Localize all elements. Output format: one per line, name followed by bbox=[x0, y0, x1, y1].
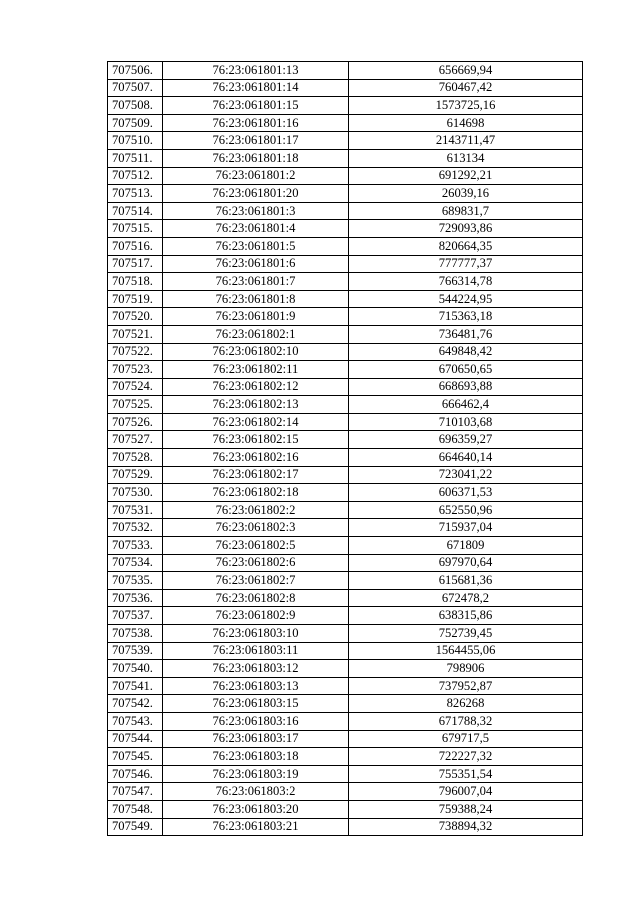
table-row bbox=[108, 501, 583, 519]
row-number-cell: 707546. bbox=[108, 765, 163, 783]
row-number-cell: 707521. bbox=[108, 325, 163, 343]
row-number-cell: 707519. bbox=[108, 290, 163, 308]
cadastral-value-cell: 759388,24 bbox=[349, 800, 583, 818]
cadastral-value-cell: 696359,27 bbox=[349, 431, 583, 449]
cadastral-value-cell: 671788,32 bbox=[349, 712, 583, 730]
row-number-cell: 707524. bbox=[108, 378, 163, 396]
cadastral-number-cell: 76:23:061802:18 bbox=[163, 484, 349, 502]
row-number-cell: 707535. bbox=[108, 572, 163, 590]
cadastral-value-cell: 736481,76 bbox=[349, 325, 583, 343]
cadastral-value-cell: 671809 bbox=[349, 537, 583, 555]
cadastral-number-cell: 76:23:061801:13 bbox=[163, 62, 349, 80]
cadastral-number-cell: 76:23:061802:16 bbox=[163, 449, 349, 467]
table-row bbox=[108, 554, 583, 572]
cadastral-value-cell: 689831,7 bbox=[349, 202, 583, 220]
cadastral-number-cell: 76:23:061803:20 bbox=[163, 800, 349, 818]
row-number-cell: 707534. bbox=[108, 554, 163, 572]
table-row bbox=[108, 325, 583, 343]
cadastral-number-cell: 76:23:061802:7 bbox=[163, 572, 349, 590]
table-row bbox=[108, 607, 583, 625]
cadastral-number-cell: 76:23:061802:17 bbox=[163, 466, 349, 484]
row-number-cell: 707510. bbox=[108, 132, 163, 150]
row-number-cell: 707509. bbox=[108, 114, 163, 132]
row-number-cell: 707541. bbox=[108, 677, 163, 695]
cadastral-value-cell: 752739,45 bbox=[349, 625, 583, 643]
cadastral-value-cell: 679717,5 bbox=[349, 730, 583, 748]
row-number-cell: 707543. bbox=[108, 712, 163, 730]
table-row bbox=[108, 695, 583, 713]
table-row bbox=[108, 660, 583, 678]
cadastral-value-cell: 638315,86 bbox=[349, 607, 583, 625]
cadastral-number-cell: 76:23:061803:16 bbox=[163, 712, 349, 730]
cadastral-value-cell: 723041,22 bbox=[349, 466, 583, 484]
table-row bbox=[108, 290, 583, 308]
cadastral-number-cell: 76:23:061803:11 bbox=[163, 642, 349, 660]
cadastral-value-cell: 652550,96 bbox=[349, 501, 583, 519]
cadastral-number-cell: 76:23:061801:8 bbox=[163, 290, 349, 308]
cadastral-number-cell: 76:23:061802:12 bbox=[163, 378, 349, 396]
cadastral-value-cell: 760467,42 bbox=[349, 79, 583, 97]
row-number-cell: 707514. bbox=[108, 202, 163, 220]
table-row bbox=[108, 361, 583, 379]
cadastral-number-cell: 76:23:061801:18 bbox=[163, 149, 349, 167]
cadastral-value-cell: 606371,53 bbox=[349, 484, 583, 502]
cadastral-value-cell: 666462,4 bbox=[349, 396, 583, 414]
table-row bbox=[108, 765, 583, 783]
table-row bbox=[108, 572, 583, 590]
table-row bbox=[108, 537, 583, 555]
table-row bbox=[108, 62, 583, 80]
cadastral-value-cell: 615681,36 bbox=[349, 572, 583, 590]
row-number-cell: 707527. bbox=[108, 431, 163, 449]
cadastral-value-cell: 614698 bbox=[349, 114, 583, 132]
table-row bbox=[108, 466, 583, 484]
cadastral-number-cell: 76:23:061803:2 bbox=[163, 783, 349, 801]
table-row bbox=[108, 642, 583, 660]
cadastral-number-cell: 76:23:061802:9 bbox=[163, 607, 349, 625]
cadastral-number-cell: 76:23:061801:20 bbox=[163, 185, 349, 203]
cadastral-value-cell: 664640,14 bbox=[349, 449, 583, 467]
table-row bbox=[108, 255, 583, 273]
cadastral-value-cell: 544224,95 bbox=[349, 290, 583, 308]
row-number-cell: 707528. bbox=[108, 449, 163, 467]
row-number-cell: 707531. bbox=[108, 501, 163, 519]
table-row bbox=[108, 220, 583, 238]
row-number-cell: 707545. bbox=[108, 748, 163, 766]
cadastral-value-cell: 2143711,47 bbox=[349, 132, 583, 150]
cadastral-number-cell: 76:23:061801:9 bbox=[163, 308, 349, 326]
table-row bbox=[108, 589, 583, 607]
table-row bbox=[108, 167, 583, 185]
cadastral-value-cell: 672478,2 bbox=[349, 589, 583, 607]
table-row bbox=[108, 818, 583, 836]
row-number-cell: 707507. bbox=[108, 79, 163, 97]
cadastral-value-cell: 710103,68 bbox=[349, 413, 583, 431]
table-row bbox=[108, 132, 583, 150]
row-number-cell: 707512. bbox=[108, 167, 163, 185]
row-number-cell: 707537. bbox=[108, 607, 163, 625]
cadastral-number-cell: 76:23:061803:21 bbox=[163, 818, 349, 836]
row-number-cell: 707542. bbox=[108, 695, 163, 713]
row-number-cell: 707525. bbox=[108, 396, 163, 414]
cadastral-value-cell: 26039,16 bbox=[349, 185, 583, 203]
table-row bbox=[108, 185, 583, 203]
table-row bbox=[108, 114, 583, 132]
cadastral-value-cell: 798906 bbox=[349, 660, 583, 678]
row-number-cell: 707530. bbox=[108, 484, 163, 502]
row-number-cell: 707538. bbox=[108, 625, 163, 643]
row-number-cell: 707547. bbox=[108, 783, 163, 801]
cadastral-value-cell: 826268 bbox=[349, 695, 583, 713]
cadastral-value-cell: 668693,88 bbox=[349, 378, 583, 396]
row-number-cell: 707522. bbox=[108, 343, 163, 361]
row-number-cell: 707549. bbox=[108, 818, 163, 836]
table-row bbox=[108, 97, 583, 115]
cadastral-number-cell: 76:23:061803:18 bbox=[163, 748, 349, 766]
table-row bbox=[108, 343, 583, 361]
table-row bbox=[108, 378, 583, 396]
cadastral-number-cell: 76:23:061801:6 bbox=[163, 255, 349, 273]
cadastral-number-cell: 76:23:061801:17 bbox=[163, 132, 349, 150]
cadastral-number-cell: 76:23:061802:13 bbox=[163, 396, 349, 414]
cadastral-number-cell: 76:23:061803:13 bbox=[163, 677, 349, 695]
row-number-cell: 707513. bbox=[108, 185, 163, 203]
cadastral-value-cell: 691292,21 bbox=[349, 167, 583, 185]
table-row bbox=[108, 748, 583, 766]
cadastral-number-cell: 76:23:061802:1 bbox=[163, 325, 349, 343]
table-row bbox=[108, 273, 583, 291]
cadastral-number-cell: 76:23:061803:15 bbox=[163, 695, 349, 713]
cadastral-value-cell: 820664,35 bbox=[349, 237, 583, 255]
cadastral-value-cell: 738894,32 bbox=[349, 818, 583, 836]
cadastral-number-cell: 76:23:061801:4 bbox=[163, 220, 349, 238]
table-row bbox=[108, 149, 583, 167]
cadastral-value-cell: 697970,64 bbox=[349, 554, 583, 572]
table-row bbox=[108, 783, 583, 801]
row-number-cell: 707508. bbox=[108, 97, 163, 115]
cadastral-number-cell: 76:23:061802:2 bbox=[163, 501, 349, 519]
row-number-cell: 707540. bbox=[108, 660, 163, 678]
table-row bbox=[108, 625, 583, 643]
cadastral-number-cell: 76:23:061801:15 bbox=[163, 97, 349, 115]
table-row bbox=[108, 431, 583, 449]
table-row bbox=[108, 237, 583, 255]
cadastral-value-cell: 670650,65 bbox=[349, 361, 583, 379]
row-number-cell: 707536. bbox=[108, 589, 163, 607]
table-row bbox=[108, 800, 583, 818]
cadastral-value-cell: 755351,54 bbox=[349, 765, 583, 783]
cadastral-value-cell: 656669,94 bbox=[349, 62, 583, 80]
row-number-cell: 707511. bbox=[108, 149, 163, 167]
cadastral-number-cell: 76:23:061803:17 bbox=[163, 730, 349, 748]
table-row bbox=[108, 79, 583, 97]
row-number-cell: 707526. bbox=[108, 413, 163, 431]
cadastral-number-cell: 76:23:061801:16 bbox=[163, 114, 349, 132]
cadastral-number-cell: 76:23:061802:8 bbox=[163, 589, 349, 607]
cadastral-number-cell: 76:23:061803:10 bbox=[163, 625, 349, 643]
cadastral-value-table bbox=[107, 61, 583, 836]
row-number-cell: 707539. bbox=[108, 642, 163, 660]
cadastral-number-cell: 76:23:061801:2 bbox=[163, 167, 349, 185]
cadastral-value-cell: 729093,86 bbox=[349, 220, 583, 238]
table-row bbox=[108, 730, 583, 748]
cadastral-value-cell: 715363,18 bbox=[349, 308, 583, 326]
table-row bbox=[108, 677, 583, 695]
table-row bbox=[108, 484, 583, 502]
cadastral-value-cell: 777777,37 bbox=[349, 255, 583, 273]
cadastral-value-cell: 1573725,16 bbox=[349, 97, 583, 115]
cadastral-number-cell: 76:23:061801:14 bbox=[163, 79, 349, 97]
cadastral-number-cell: 76:23:061803:12 bbox=[163, 660, 349, 678]
cadastral-value-cell: 766314,78 bbox=[349, 273, 583, 291]
cadastral-value-cell: 722227,32 bbox=[349, 748, 583, 766]
cadastral-value-cell: 613134 bbox=[349, 149, 583, 167]
table-row bbox=[108, 413, 583, 431]
table-row bbox=[108, 308, 583, 326]
cadastral-value-cell: 737952,87 bbox=[349, 677, 583, 695]
cadastral-value-cell: 649848,42 bbox=[349, 343, 583, 361]
row-number-cell: 707548. bbox=[108, 800, 163, 818]
cadastral-value-cell: 796007,04 bbox=[349, 783, 583, 801]
cadastral-number-cell: 76:23:061802:6 bbox=[163, 554, 349, 572]
cadastral-number-cell: 76:23:061802:11 bbox=[163, 361, 349, 379]
cadastral-number-cell: 76:23:061801:7 bbox=[163, 273, 349, 291]
table-row bbox=[108, 449, 583, 467]
row-number-cell: 707506. bbox=[108, 62, 163, 80]
row-number-cell: 707532. bbox=[108, 519, 163, 537]
cadastral-number-cell: 76:23:061802:15 bbox=[163, 431, 349, 449]
table-row bbox=[108, 396, 583, 414]
row-number-cell: 707523. bbox=[108, 361, 163, 379]
row-number-cell: 707529. bbox=[108, 466, 163, 484]
cadastral-number-cell: 76:23:061802:3 bbox=[163, 519, 349, 537]
cadastral-number-cell: 76:23:061803:19 bbox=[163, 765, 349, 783]
table-row bbox=[108, 712, 583, 730]
table-row bbox=[108, 519, 583, 537]
table-body bbox=[108, 62, 583, 836]
row-number-cell: 707518. bbox=[108, 273, 163, 291]
cadastral-number-cell: 76:23:061802:5 bbox=[163, 537, 349, 555]
row-number-cell: 707515. bbox=[108, 220, 163, 238]
cadastral-number-cell: 76:23:061801:5 bbox=[163, 237, 349, 255]
cadastral-number-cell: 76:23:061802:10 bbox=[163, 343, 349, 361]
cadastral-value-cell: 715937,04 bbox=[349, 519, 583, 537]
cadastral-number-cell: 76:23:061802:14 bbox=[163, 413, 349, 431]
row-number-cell: 707516. bbox=[108, 237, 163, 255]
row-number-cell: 707544. bbox=[108, 730, 163, 748]
cadastral-number-cell: 76:23:061801:3 bbox=[163, 202, 349, 220]
row-number-cell: 707517. bbox=[108, 255, 163, 273]
row-number-cell: 707520. bbox=[108, 308, 163, 326]
table-row bbox=[108, 202, 583, 220]
cadastral-value-cell: 1564455,06 bbox=[349, 642, 583, 660]
row-number-cell: 707533. bbox=[108, 537, 163, 555]
